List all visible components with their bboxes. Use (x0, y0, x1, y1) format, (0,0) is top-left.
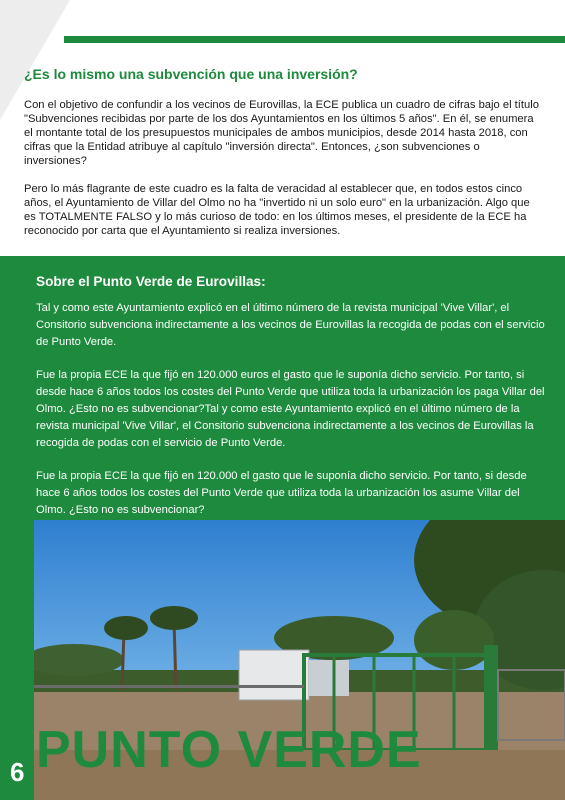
photo-caption: PUNTO VERDE (36, 721, 422, 779)
top-accent-bar (64, 36, 565, 43)
paragraph: Fue la propia ECE la que fijó en 120.000 euros el gasto que le suponía dicho servicio. Por tanto, si desde hace 6 años todos los costes del Punto Verde que utiliza toda la urbanización los paga Villar del Olmo. ¿Esto no es subvencionar?Tal y como este Ayuntamiento explicó en el último número de la revista municipal 'Vive Villar', el Consitorio subvenciona indirectamente a los vecinos de Eurovillas la recogida de podas con el servicio de Punto Verde. (36, 369, 545, 449)
paragraph: Tal y como este Ayuntamiento explicó en el último número de la revista municipal 'Vive Villar', el Consitorio subvenciona indirectamente a los vecinos de Eurovillas la recogida de podas con el servicio de Punto Verde. (36, 302, 545, 348)
paragraph: Con el objetivo de confundir a los vecinos de Eurovillas, la ECE publica un cuadro de cifras bajo el título "Subvenciones recibidas por parte de los dos Ayuntamientos en los últimos 5 años". En él, se enumera el montante total de los presupuestos municipales de ambos municipios, desde 2014 hasta 2018, con cifras que la Entidad atribuye al capítulo "inversión directa". Entonces, ¿son subvenciones o inversiones? (24, 99, 539, 167)
section-title: ¿Es lo mismo una subvención que una inversión? (24, 66, 358, 82)
panel-title: Sobre el Punto Verde de Eurovillas: (36, 274, 266, 289)
paragraph: Fue la propia ECE la que fijó en 120.000 el gasto que le suponía dicho servicio. Por tanto, si desde hace 6 años todos los costes del Punto Verde que utiliza toda la urbanización los asume Villar del Olmo. ¿Esto no es subvencionar? (36, 470, 527, 516)
subvencion-section (24, 66, 544, 252)
paragraph: Pero lo más flagrante de este cuadro es la falta de veracidad al establecer que, en todos estos cinco años, el Ayuntamiento de Villar del Olmo no ha "invertido ni un solo euro" en la urbanización. Algo que es TOTALMENTE FALSO y lo más curioso de todo: en los últimos meses, el presidente de la ECE ha reconocido por carta que el Ayuntamiento si realiza inversiones. (24, 183, 530, 237)
page-number: 6 (10, 757, 25, 787)
punto-verde-panel (0, 256, 565, 800)
panel-body (36, 300, 546, 535)
